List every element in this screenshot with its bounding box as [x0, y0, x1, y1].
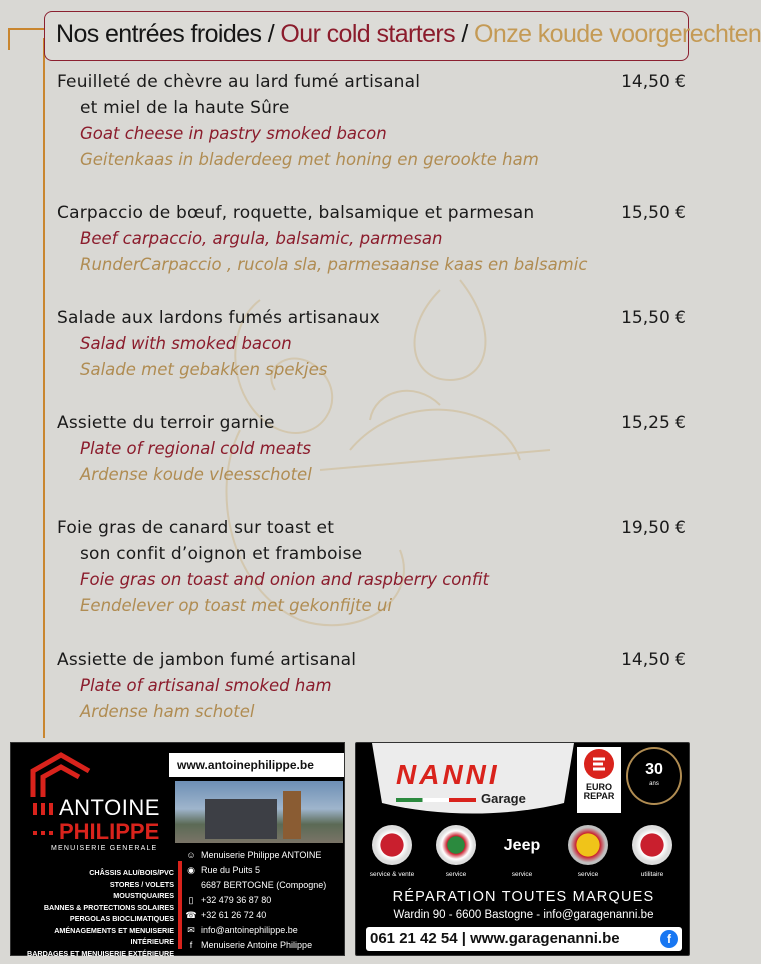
garage-address: Wardin 90 - 6600 Bastogne - info@garagenanni.be	[393, 909, 654, 921]
item-name-dutch: RunderCarpaccio , rucola sla, parmesaanse kaas en balsamic	[80, 255, 588, 274]
brand-label: service & vente	[369, 871, 415, 878]
item-price: 14,50 €	[621, 650, 686, 670]
item-price: 19,50 €	[621, 518, 686, 538]
item-name-french: Assiette du terroir garnie	[57, 413, 275, 433]
fiat-professional-logo-icon	[632, 825, 672, 865]
item-name-english: Beef carpaccio, argula, balsamic, parmesan	[80, 229, 443, 248]
services-list	[19, 867, 174, 959]
brand-logos-row	[356, 825, 691, 883]
nanni-logo-text: NANNI	[396, 759, 500, 790]
service-item: MOUSTIQUAIRES	[113, 891, 174, 900]
anniversary-label: ans	[649, 781, 659, 787]
euro-repar-icon	[577, 747, 621, 781]
frame-left-line	[43, 38, 45, 738]
contact-facebook[interactable]: Menuiserie Antoine Philippe	[201, 940, 313, 950]
ad-antoine-philippe[interactable]	[10, 742, 345, 956]
service-item: PERGOLAS BIOCLIMATIQUES	[69, 914, 174, 923]
company-name-last: PHILIPPE	[59, 819, 160, 844]
item-name-dutch: Ardense koude vleesschotel	[80, 465, 312, 484]
garage-phone-text[interactable]: 061 21 42 54 | www.garagenanni.be	[370, 930, 620, 947]
title-dutch: Onze koude voorgerechten	[474, 20, 761, 48]
nanni-garage-label: Garage	[481, 791, 526, 806]
ad-garage-nanni[interactable]	[355, 742, 690, 956]
fiat-logo-icon	[372, 825, 412, 865]
contact-email[interactable]: info@antoinephilippe.be	[201, 925, 298, 935]
item-name-dutch: Ardense ham schotel	[80, 702, 255, 721]
facebook-icon: f	[189, 940, 193, 950]
title-english: Our cold starters	[280, 20, 455, 48]
item-name-english: Plate of artisanal smoked ham	[80, 676, 332, 695]
section-header	[44, 11, 761, 61]
title-separator: /	[261, 20, 281, 48]
house-photo	[175, 781, 343, 843]
title-french: Nos entrées froides	[56, 20, 262, 48]
service-item: STORES / VOLETS	[109, 879, 174, 889]
abarth-logo-icon	[568, 825, 608, 865]
brand-alfa-romeo	[424, 825, 488, 878]
company-subtitle: MENUISERIE GENERALE	[51, 845, 158, 852]
garage-phone-bar[interactable]	[366, 927, 682, 951]
euro-repar-logo	[577, 747, 621, 813]
item-price: 14,50 €	[621, 72, 686, 92]
contact-street: Rue du Puits 5	[201, 865, 261, 875]
contact-phone[interactable]: +32 61 26 72 40	[201, 910, 267, 920]
anniversary-number: 30	[645, 761, 663, 778]
item-name-french: Assiette de jambon fumé artisanal	[57, 650, 357, 670]
item-name-dutch: Eendelever op toast met gekonfijte ui	[80, 596, 392, 615]
brand-abarth	[556, 825, 620, 878]
company-website-link[interactable]: www.antoinephilippe.be	[169, 753, 344, 777]
anniversary-badge	[626, 747, 682, 805]
door-shape	[283, 791, 301, 839]
company-name-first: ANTOINE	[59, 795, 160, 820]
brand-label: utilitaire	[640, 871, 664, 878]
phone-icon: ☎	[185, 910, 197, 920]
menu-item	[57, 410, 689, 488]
frame-corner	[8, 28, 44, 50]
mobile-icon: ▯	[188, 895, 194, 905]
item-name-french-cont: et miel de la haute Sûre	[80, 98, 290, 118]
brand-jeep	[490, 825, 554, 878]
contact-block	[185, 848, 326, 953]
service-item: AMÉNAGEMENTS ET MENUISERIE INTÉRIEURE	[54, 925, 174, 946]
brand-fiat	[360, 825, 424, 878]
item-price: 15,50 €	[621, 203, 686, 223]
menu-item	[57, 647, 689, 725]
menu-item	[57, 305, 689, 383]
item-name-english: Goat cheese in pastry smoked bacon	[80, 124, 387, 143]
item-name-dutch: Geitenkaas in bladerdeeg met honing en gerookte ham	[80, 150, 539, 169]
repair-slogan: RÉPARATION TOUTES MARQUES	[392, 889, 655, 905]
brand-fiat-professional	[620, 825, 684, 878]
item-name-french-cont: son confit d’oignon et framboise	[80, 544, 363, 564]
service-item: CHÂSSIS ALU/BOIS/PVC	[89, 868, 174, 877]
italian-flag-stripe	[396, 798, 476, 802]
item-name-english: Salad with smoked bacon	[80, 334, 292, 353]
brand-label: service	[511, 871, 533, 878]
item-price: 15,25 €	[621, 413, 686, 433]
title-separator: /	[455, 20, 475, 48]
service-item: BARDAGES ET MENUISERIE EXTÉRIEURE	[27, 948, 174, 958]
menu-item	[57, 69, 689, 173]
jeep-logo-text: Jeep	[503, 837, 541, 854]
house-shape	[205, 799, 277, 839]
contact-city: 6687 BERTOGNE (Compogne)	[201, 880, 327, 890]
alfa-romeo-logo-icon	[436, 825, 476, 865]
divider-line	[178, 861, 182, 949]
brand-label: service	[577, 871, 599, 878]
item-name-english: Foie gras on toast and onion and raspberry confit	[80, 570, 489, 589]
menu-item	[57, 200, 689, 278]
contact-mobile[interactable]: +32 479 36 87 80	[201, 895, 272, 905]
item-price: 15,50 €	[621, 308, 686, 328]
menu-item	[57, 515, 689, 619]
item-name-french: Carpaccio de bœuf, roquette, balsamique et parmesan	[57, 203, 535, 223]
contact-company: Menuiserie Philippe ANTOINE	[201, 850, 322, 860]
item-name-french: Feuilleté de chèvre au lard fumé artisanal	[57, 72, 421, 92]
item-name-english: Plate of regional cold meats	[80, 439, 312, 458]
email-icon: ✉	[187, 925, 195, 935]
item-name-dutch: Salade met gebakken spekjes	[80, 360, 328, 379]
item-name-french: Salade aux lardons fumés artisanaux	[57, 308, 380, 328]
person-icon: ☺	[186, 850, 196, 860]
brand-label: service	[445, 871, 467, 878]
location-icon: ◉	[187, 865, 195, 875]
item-name-french: Foie gras de canard sur toast et	[57, 518, 335, 538]
euro-repar-label: EURO REPAR	[583, 782, 615, 801]
service-item: BANNES & PROTECTIONS SOLAIRES	[43, 902, 174, 912]
facebook-icon[interactable]: f	[660, 930, 678, 948]
